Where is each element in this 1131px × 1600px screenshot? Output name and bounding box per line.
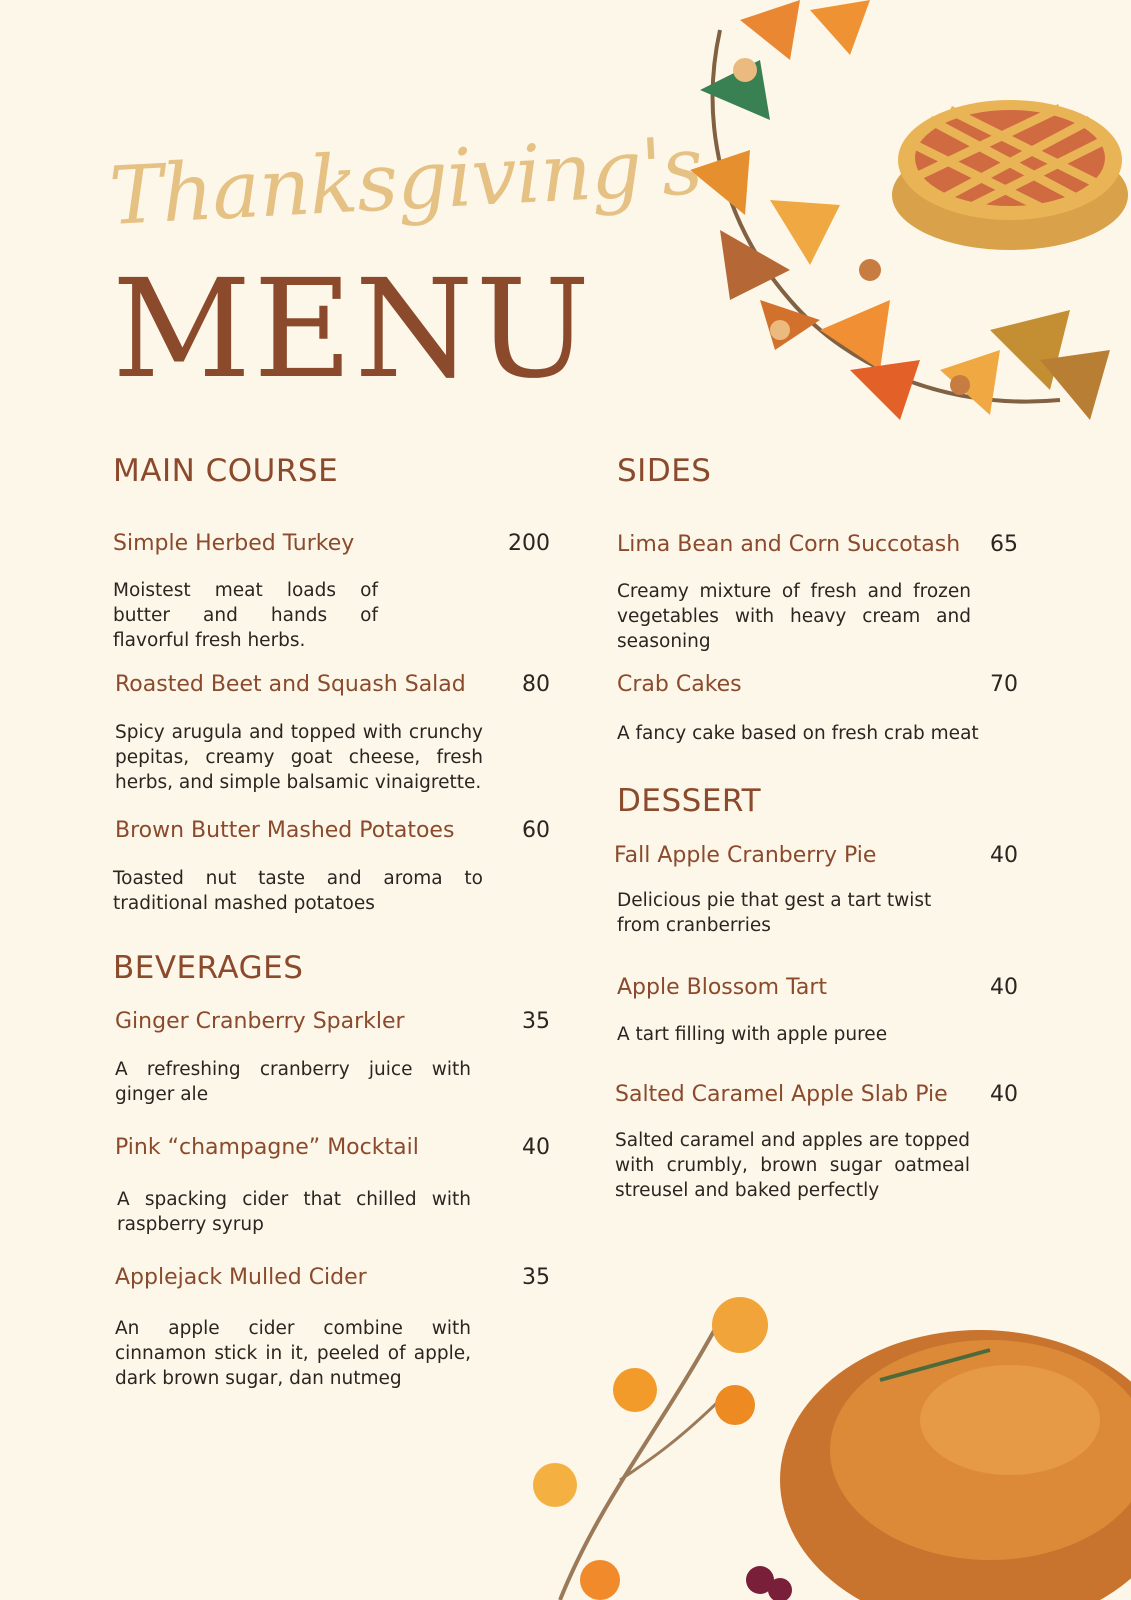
menu-item-description: A spacking cider that chilled with raspberry syrup xyxy=(117,1189,471,1235)
menu-item-name: Applejack Mulled Cider xyxy=(115,1265,367,1290)
menu-item-price: 40 xyxy=(990,1082,1018,1107)
menu-item-price: 40 xyxy=(522,1135,550,1160)
menu-item-name: Ginger Cranberry Sparkler xyxy=(115,1009,405,1034)
menu-item-description: Spicy arugula and topped with crunchy pepitas, creamy goat cheese, fresh herbs, and simple balsamic vinaigrette. xyxy=(115,722,483,793)
menu-item-description: Salted caramel and apples are topped with crumbly, brown sugar oatmeal streusel and baked perfectly xyxy=(615,1130,970,1201)
menu-item-name: Fall Apple Cranberry Pie xyxy=(614,843,877,868)
menu-item-name: Lima Bean and Corn Succotash xyxy=(617,532,961,557)
menu-item-description: A tart filling with apple puree xyxy=(617,1024,888,1045)
menu-item-price: 200 xyxy=(508,531,550,556)
section-title-beverages: BEVERAGES xyxy=(113,950,304,986)
menu-item-name: Pink “champagne” Mocktail xyxy=(115,1135,419,1160)
section-title-dessert: DESSERT xyxy=(617,783,762,819)
menu-item-name: Crab Cakes xyxy=(617,672,742,697)
menu-item-description: Toasted nut taste and aroma to traditional mashed potatoes xyxy=(113,868,483,914)
menu-item-name: Brown Butter Mashed Potatoes xyxy=(115,818,455,843)
section-title-sides: SIDES xyxy=(617,453,712,489)
menu-item-price: 40 xyxy=(990,975,1018,1000)
menu-item-price: 35 xyxy=(522,1009,550,1034)
menu-item-price: 40 xyxy=(990,843,1018,868)
menu-item-price: 80 xyxy=(522,672,550,697)
menu-item-name: Salted Caramel Apple Slab Pie xyxy=(615,1082,948,1107)
menu-item-name: Simple Herbed Turkey xyxy=(113,531,355,556)
menu-item-price: 65 xyxy=(990,532,1018,557)
script-title: Thanksgiving's xyxy=(107,119,705,243)
section-title-main-course: MAIN COURSE xyxy=(113,453,339,489)
menu-item-description: A refreshing cranberry juice with ginger ale xyxy=(115,1059,471,1105)
menu-item-description: An apple cider combine with cinnamon stick in it, peeled of apple, dark brown sugar, dan nutmeg xyxy=(115,1318,471,1389)
menu-item-description: Moistest meat loads of butter and hands of flavorful fresh herbs. xyxy=(113,580,378,651)
menu-item-price: 35 xyxy=(522,1265,550,1290)
menu-item-name: Roasted Beet and Squash Salad xyxy=(115,672,466,697)
menu-item-price: 60 xyxy=(522,818,550,843)
menu-item-description: Delicious pie that gest a tart twist from cranberries xyxy=(617,890,932,936)
menu-item-description: A fancy cake based on fresh crab meat xyxy=(617,723,979,744)
menu-item-description: Creamy mixture of fresh and frozen vegetables with heavy cream and seasoning xyxy=(617,581,971,652)
page-title: MENU xyxy=(112,251,593,409)
menu-item-price: 70 xyxy=(990,672,1018,697)
menu-item-name: Apple Blossom Tart xyxy=(617,975,828,1000)
